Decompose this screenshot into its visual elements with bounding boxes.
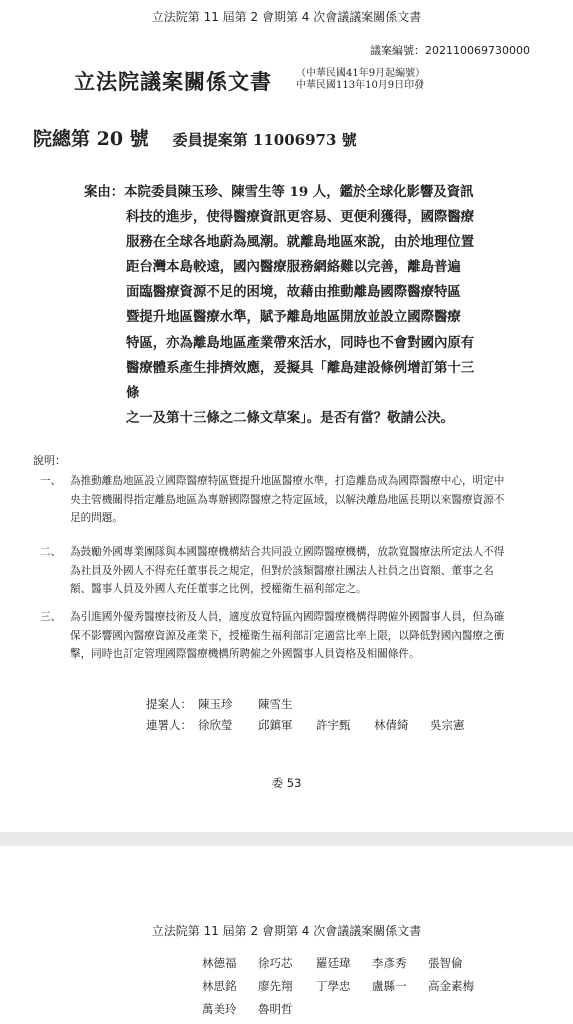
cosigner-name: 邱鎮軍 bbox=[258, 718, 293, 732]
page-number: 委 53 bbox=[271, 776, 302, 790]
cosigner-name: 李彥秀 bbox=[372, 956, 407, 970]
cosigner-name: 林思銘 bbox=[202, 979, 237, 993]
case-number: 院總第 20 號 bbox=[33, 128, 149, 150]
running-head: 立法院第 11 屆第 2 會期第 4 次會議議案關係文書 bbox=[151, 924, 422, 938]
subject-line: 醫療體系產生排擠效應，爰擬具「離島建設條例增訂第十三條 bbox=[126, 359, 475, 401]
cosigner-name: 高金素梅 bbox=[428, 979, 474, 993]
bill-number: 議案編號：202110069730000 bbox=[370, 44, 530, 57]
item-text: 為引進國外優秀醫療技術及人員，適度放寬特區內國際醫療機構得聘僱外國醫事人員，但為確保不影響國內醫療資源及產業下，授權衛生福利部訂定適當比率上限，以降低對國內醫療之衝擊，同時也訂定管理國際醫療機構所聘僱之外國醫事人員資格及相關條件。 bbox=[70, 611, 505, 660]
item-number: 一、 bbox=[40, 475, 62, 487]
subject-line: 之一及第十三條之二條文草案」。是否有當？敬請公決。 bbox=[126, 409, 455, 426]
subject-label: 案由： bbox=[84, 184, 125, 200]
proposal-number: 委員提案第 11006973 號 bbox=[172, 131, 357, 149]
cosigner-name: 魯明哲 bbox=[258, 1002, 293, 1016]
running-head: 立法院第 11 屆第 2 會期第 4 次會議議案關係文書 bbox=[151, 10, 422, 24]
cosigner-name: 廖先翔 bbox=[258, 979, 293, 993]
cosigner-name: 丁學忠 bbox=[316, 979, 351, 993]
subject-line: 距台灣本島較遠，國內醫療服務網絡難以完善，離島普遍 bbox=[126, 259, 461, 276]
subject-line bbox=[84, 180, 484, 205]
cosigner-name: 林德福 bbox=[202, 956, 237, 970]
explanation-item bbox=[40, 608, 510, 664]
item-text: 為鼓勵外國專業團隊與本國醫療機構結合共同設立國際醫療機構，放款寬醫療法所定法人不得為社員及外國人不得充任董事長之規定，但對於該類醫療社團法人社員之出資額、董事之名額、醫事人員及外國人充任董事之比例，授權衛生福利部定之。 bbox=[70, 546, 505, 595]
item-number: 二、 bbox=[40, 546, 62, 558]
cosigner-name: 羅廷瑋 bbox=[316, 956, 351, 970]
case-line bbox=[33, 124, 357, 151]
date-compiled: （中華民國41年9月起編號） bbox=[296, 68, 426, 79]
cosigner-name: 盧縣一 bbox=[372, 979, 407, 993]
cosigners-label: 連署人： bbox=[146, 718, 192, 732]
proposer-name: 陳雪生 bbox=[258, 697, 293, 711]
issue-dates bbox=[296, 68, 425, 92]
explanation-label: 說明： bbox=[33, 454, 66, 467]
cosigner-name: 張智倫 bbox=[428, 956, 463, 970]
cosigner-name: 林倩綺 bbox=[374, 718, 409, 732]
date-printed: 中華民國113年10月9日印發 bbox=[296, 80, 425, 91]
subject-line: 暨提升地區醫療水準，賦予離島地區開放並設立國際醫療 bbox=[126, 309, 461, 326]
cosigner-name: 許宇甄 bbox=[316, 718, 351, 732]
proposer-name: 陳玉珍 bbox=[198, 697, 233, 711]
proposers-label: 提案人： bbox=[146, 697, 192, 711]
document-title: 立法院議案關係文書 bbox=[74, 69, 272, 94]
subject-text: 本院委員陳玉珍、陳雪生等 19 人，鑑於全球化影響及資訊 bbox=[124, 184, 474, 200]
subject-line: 服務在全球各地蔚為風潮。就離島地區來說，由於地理位置 bbox=[126, 234, 475, 251]
cosigner-name: 徐巧芯 bbox=[258, 956, 293, 970]
subject-line: 特區，亦為離島地區產業帶來活水，同時也不會對國內原有 bbox=[126, 334, 475, 351]
item-number: 三、 bbox=[40, 611, 62, 623]
subject-block bbox=[84, 180, 484, 431]
cosigner-name: 徐欣瑩 bbox=[198, 718, 233, 732]
cosigner-name: 吳宗憲 bbox=[430, 718, 465, 732]
page-divider bbox=[0, 832, 573, 846]
cosigner-name: 萬美玲 bbox=[202, 1002, 237, 1016]
subject-line: 面臨醫療資源不足的困境，故藉由推動離島國際醫療特區 bbox=[126, 284, 461, 301]
item-text: 為推動離島地區設立國際醫療特區暨提升地區醫療水準，打造離島成為國際醫療中心，明定中央主管機關得指定離島地區為專辦國際醫療之特定區域，以解決離島地區長期以來醫療資源不足的問題。 bbox=[70, 475, 505, 524]
explanation-item bbox=[40, 543, 510, 599]
subject-line: 科技的進步，使得醫療資訊更容易、更便利獲得，國際醫療 bbox=[126, 209, 475, 226]
explanation-item bbox=[40, 472, 510, 528]
